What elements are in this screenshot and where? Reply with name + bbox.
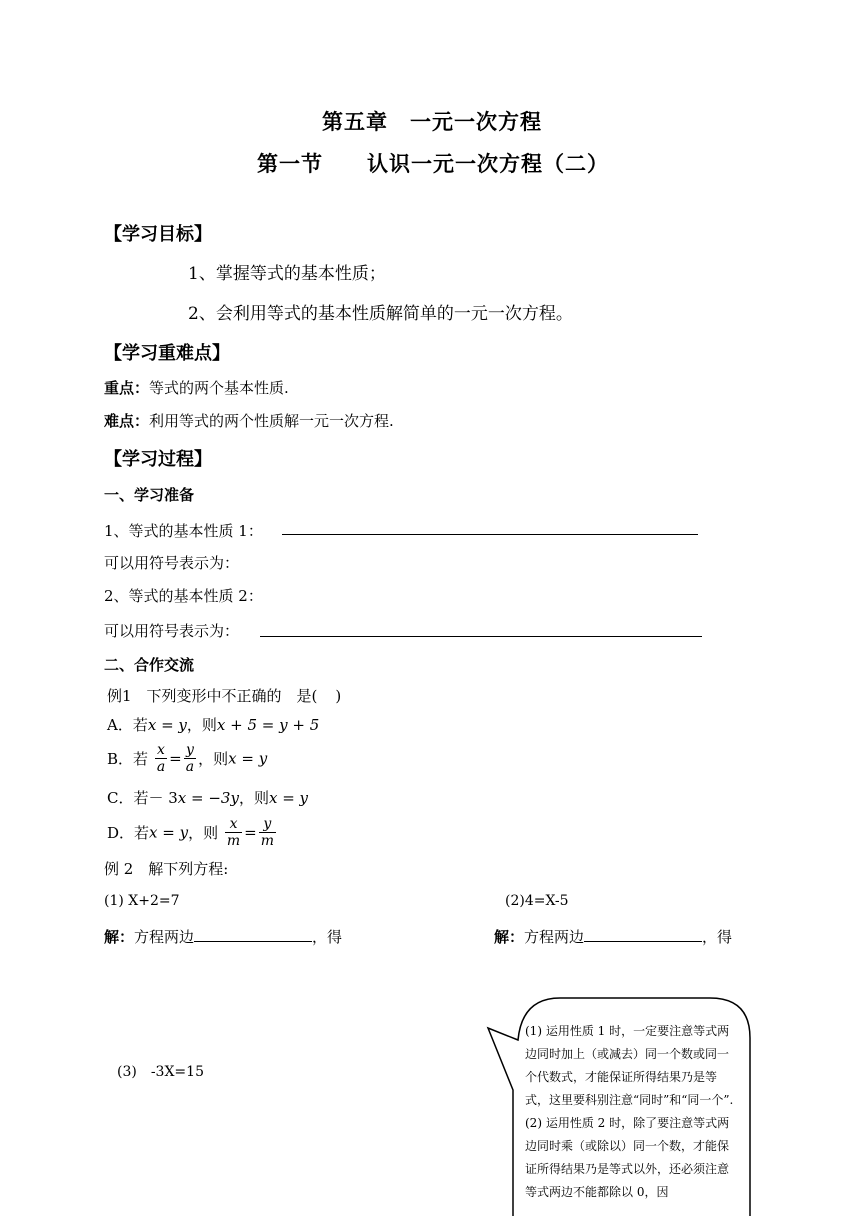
property1-blank[interactable] bbox=[282, 534, 698, 535]
solution-colon: ： bbox=[119, 928, 135, 946]
option-b-then: ，则 bbox=[198, 750, 229, 768]
fraction-denominator: a bbox=[156, 759, 166, 775]
cooperation-heading: 二、合作交流 bbox=[104, 656, 195, 674]
fraction-denominator: m bbox=[260, 833, 275, 849]
objective-item: 1、掌握等式的基本性质； bbox=[188, 264, 386, 284]
solution-tail: ，得 bbox=[702, 928, 733, 946]
example1-close-paren: ) bbox=[335, 687, 342, 705]
fraction-numerator: y bbox=[259, 816, 276, 833]
option-b bbox=[107, 742, 267, 775]
option-a-label: A．若 bbox=[107, 716, 148, 734]
prep-heading: 一、学习准备 bbox=[104, 486, 195, 504]
option-c-result: x = y bbox=[268, 789, 309, 807]
difficulty-label: 难点： bbox=[104, 412, 150, 430]
option-c-label: C．若－ 3 bbox=[107, 789, 178, 807]
equation-3: (3) -3X=15 bbox=[117, 1064, 204, 1080]
option-c bbox=[107, 787, 308, 808]
option-b-result: x = y bbox=[228, 749, 268, 768]
example2-heading: 例 2 解下列方程: bbox=[104, 860, 229, 878]
option-d-fraction-right bbox=[259, 816, 276, 849]
solution-text: 方程两边 bbox=[134, 928, 195, 946]
option-b-fraction-right bbox=[184, 742, 196, 775]
fraction-numerator: x bbox=[225, 816, 242, 833]
fraction-numerator: y bbox=[184, 742, 196, 759]
section-title: 第一节 认识一元一次方程（二） bbox=[257, 152, 609, 176]
option-d-label: D．若 bbox=[107, 824, 150, 842]
option-a-condition: x = y bbox=[147, 716, 187, 734]
option-b-equals: = bbox=[169, 749, 182, 768]
property1-prompt: 1、等式的基本性质 1： bbox=[104, 522, 263, 540]
focus-text: 等式的两个基本性质. bbox=[149, 379, 289, 397]
option-d-then: ，则 bbox=[188, 824, 219, 842]
equation-2: (2)4=X-5 bbox=[505, 893, 569, 909]
difficulty-text: 利用等式的两个性质解一元一次方程. bbox=[149, 412, 394, 430]
solution-colon: ： bbox=[509, 928, 525, 946]
solution-text: 方程两边 bbox=[524, 928, 585, 946]
focus-label: 重点： bbox=[104, 379, 150, 397]
process-heading: 【学习过程】 bbox=[104, 449, 212, 470]
option-b-label: B．若 bbox=[107, 750, 149, 768]
fraction-numerator: x bbox=[155, 742, 167, 759]
example1-question-text: 例1 下列变形中不正确的 是( bbox=[107, 687, 318, 705]
option-d-fraction-left bbox=[225, 816, 242, 849]
option-c-then: ，则 bbox=[238, 789, 269, 807]
example1-question bbox=[107, 685, 341, 706]
solution-1 bbox=[104, 926, 342, 947]
option-d-condition: x = y bbox=[149, 823, 189, 842]
option-b-fraction-left bbox=[155, 742, 167, 775]
option-d-equals: = bbox=[244, 823, 257, 842]
equation-1: (1) X+2=7 bbox=[104, 893, 180, 909]
solution-1-blank[interactable] bbox=[194, 927, 312, 942]
objectives-heading: 【学习目标】 bbox=[104, 224, 212, 245]
fraction-denominator: m bbox=[226, 833, 241, 849]
property2-symbol-prompt: 可以用符号表示为： bbox=[104, 622, 240, 640]
callout-paragraph-1: (1) 运用性质 1 时，一定要注意等式两边同时加上（或减去）同一个数或同一个代数式，才能保证所得结果乃是等式，这里要科别注意“同时”和“同一个”. bbox=[525, 1024, 734, 1107]
chapter-title: 第五章 一元一次方程 bbox=[322, 110, 542, 134]
option-a-then: ，则 bbox=[186, 716, 217, 734]
option-a-result: x + 5 = y + 5 bbox=[216, 716, 320, 734]
solution-2-blank[interactable] bbox=[584, 927, 702, 942]
difficulty-line bbox=[104, 410, 394, 431]
focus-line bbox=[104, 377, 289, 398]
option-d bbox=[107, 816, 278, 849]
property1-symbol-prompt: 可以用符号表示为： bbox=[104, 554, 240, 572]
solution-tail: ，得 bbox=[312, 928, 343, 946]
property2-symbol-blank[interactable] bbox=[260, 636, 702, 637]
fraction-denominator: a bbox=[185, 759, 195, 775]
property2-prompt: 2、等式的基本性质 2： bbox=[104, 587, 263, 605]
callout-text bbox=[525, 1020, 735, 1204]
option-a bbox=[107, 714, 319, 735]
solution-label: 解 bbox=[494, 928, 510, 946]
callout-paragraph-2: (2) 运用性质 2 时，除了要注意等式两边同时乘（或除以）同一个数，才能保证所得结果乃是等式以外，还必须注意等式两边不能都除以 0，因 bbox=[525, 1116, 730, 1199]
key-points-heading: 【学习重难点】 bbox=[104, 343, 230, 364]
solution-label: 解 bbox=[104, 928, 120, 946]
option-c-condition: x = −3y bbox=[177, 789, 239, 807]
objective-item: 2、会利用等式的基本性质解简单的一元一次方程。 bbox=[188, 304, 573, 324]
solution-2 bbox=[494, 926, 732, 947]
